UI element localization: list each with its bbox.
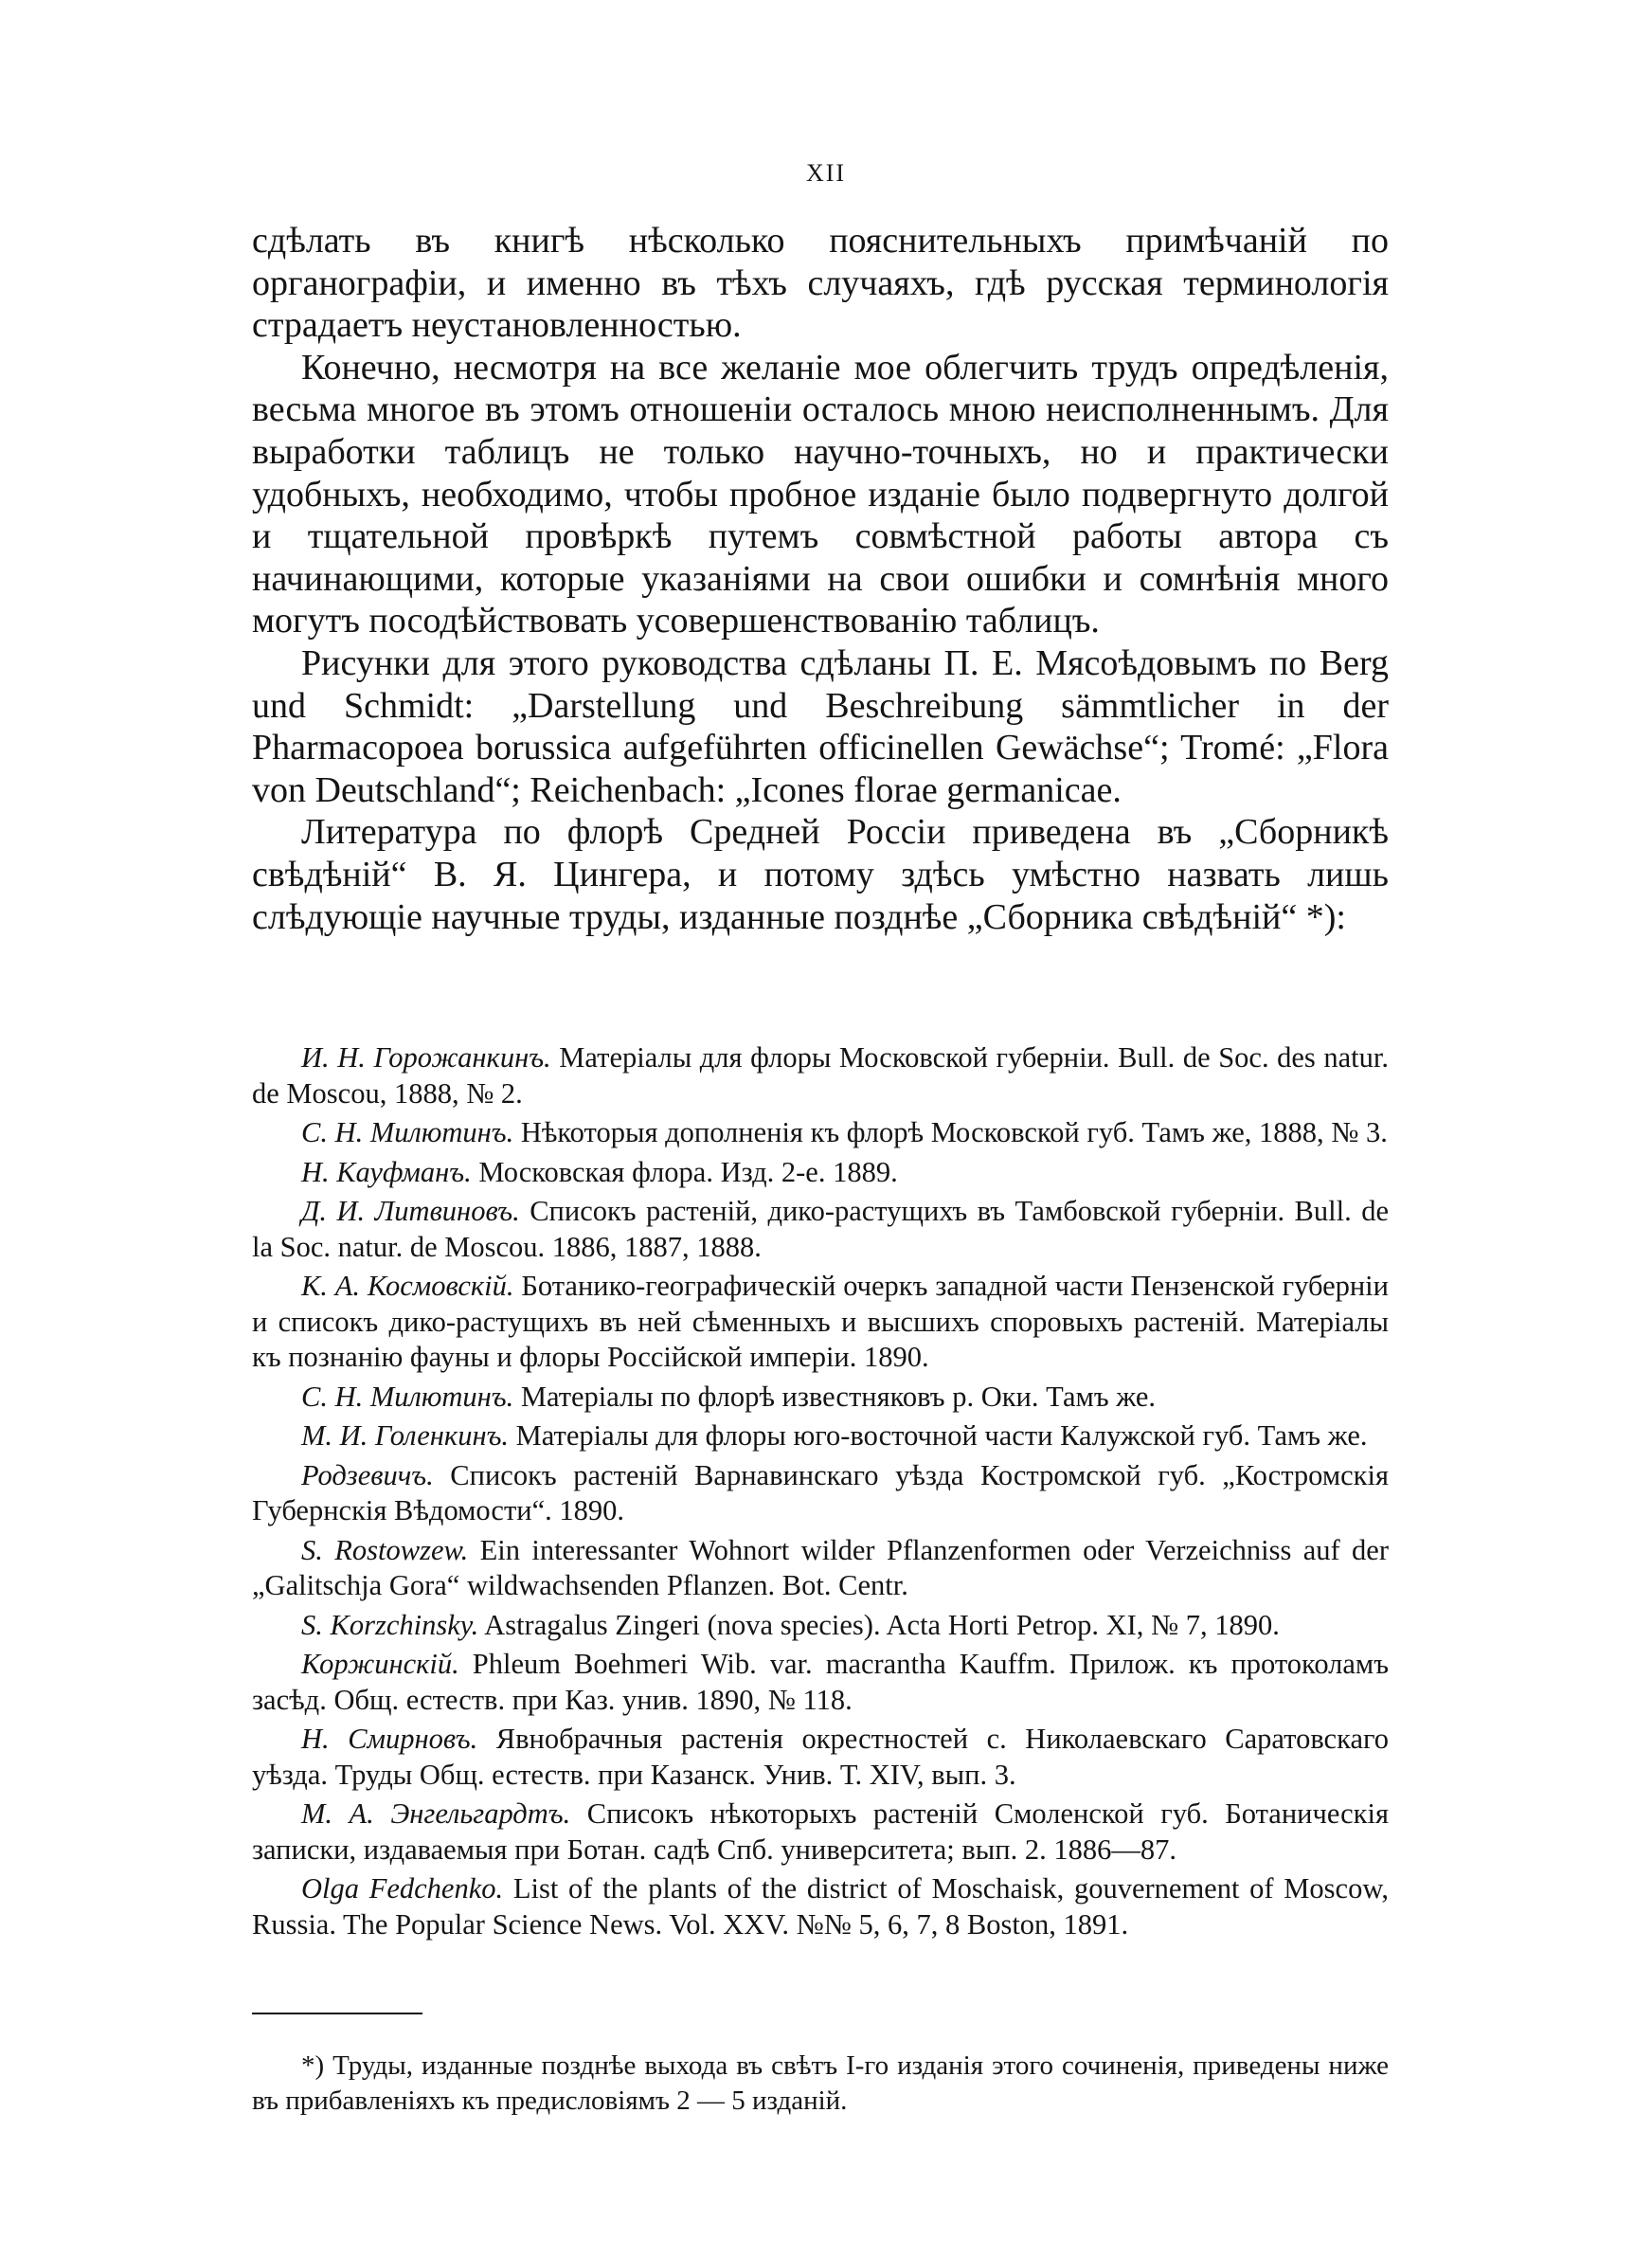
reference-text: Phleum Boehmeri Wib. var. macrantha Kauffm. Прилож. къ протоколамъ засѣд. Общ. естеств. при Каз. унив. 1890, № 118. [252, 1648, 1389, 1716]
reference-item [252, 1871, 1389, 1942]
paragraph: Литература по флорѣ Средней Россіи приведена въ „Сборникѣ свѣдѣній“ В. Я. Цингера, и потому здѣсь умѣстно назвать лишь слѣдующіе научные труды, изданные позднѣе „Сборника свѣдѣній“ *): [252, 812, 1389, 937]
reference-author: Н. Смирновъ. [301, 1723, 478, 1755]
reference-author: Н. Кауфманъ. [301, 1155, 472, 1188]
reference-text: Astragalus Zingeri (nova species). Acta Horti Petrop. XI, № 7, 1890. [478, 1608, 1280, 1641]
main-text [252, 220, 1389, 938]
reference-author: Родзевичъ. [301, 1458, 434, 1491]
reference-text: Московская флора. Изд. 2-е. 1889. [471, 1155, 898, 1188]
reference-author: М. И. Голенкинъ. [301, 1419, 510, 1452]
reference-list [252, 1040, 1389, 1946]
footnote-divider [252, 2013, 422, 2014]
paragraph: сдѣлать въ книгѣ нѣсколько пояснительныхъ примѣчаній по органографіи, и именно въ тѣхъ случаяхъ, гдѣ русская терминологія страдаетъ неустановленностью. [252, 221, 1389, 346]
reference-author: Д. И. Литвиновъ. [301, 1195, 520, 1227]
reference-text: Явнобрачныя растенія окрестностей с. Николаевскаго Саратовскаго уѣзда. Труды Общ. естеств. при Казанск. Унив. Т. XIV, вып. 3. [252, 1723, 1389, 1791]
page-number: XII [805, 159, 847, 187]
reference-item [252, 1418, 1389, 1454]
reference-text: Ботанико-географическій очеркъ западной части Пензенской губерніи и списокъ дико-растущихъ въ ней сѣменныхъ и высшихъ споровыхъ растеній. Матеріалы къ познанію фауны и флоры Россійской имперіи. 1890. [252, 1270, 1389, 1373]
reference-text: Нѣкоторыя дополненія къ флорѣ Московской губ. Тамъ же, 1888, № 3. [513, 1116, 1388, 1148]
reference-author: Olga Fedchenko. [301, 1872, 504, 1905]
reference-text: Списокъ растеній, дико-растущихъ въ Тамбовской губерніи. Bull. de la Soc. natur. de Moscou. 1886, 1887, 1888. [252, 1195, 1389, 1263]
footnote: *) Труды, изданные позднѣе выхода въ свѣтъ I-го изданія этого сочиненія, приведены ниже въ прибавленіяхъ къ предисловіямъ 2 — 5 изданій. [252, 2050, 1389, 2116]
reference-item [252, 1458, 1389, 1529]
reference-author: С. Н. Милютинъ. [301, 1380, 514, 1413]
reference-item [252, 1797, 1389, 1868]
reference-text: Списокъ растеній Варнавинскаго уѣзда Костромской губ. „Костромскія Губернскія Вѣдомости“. 1890. [252, 1458, 1389, 1526]
reference-text: Матеріалы для флоры юго-восточной части Калужской губ. Тамъ же. [509, 1419, 1368, 1452]
reference-text: Матеріалы по флорѣ известняковъ р. Оки. Тамъ же. [513, 1380, 1157, 1413]
reference-item [252, 1155, 1389, 1191]
reference-item [252, 1269, 1389, 1376]
reference-item [252, 1380, 1389, 1416]
reference-author: S. Rostowzew. [301, 1533, 469, 1566]
reference-author: Коржинскій. [301, 1648, 459, 1680]
reference-item [252, 1647, 1389, 1718]
reference-text: Ein interessanter Wohnort wilder Pflanzenformen oder Verzeichniss auf der „Galitschja Gora“ wildwachsenden Pflanzen. Bot. Centr. [252, 1533, 1389, 1601]
reference-author: С. Н. Милютинъ. [301, 1116, 514, 1148]
reference-author: S. Korzchinsky. [301, 1608, 479, 1641]
reference-item [252, 1533, 1389, 1604]
reference-item [252, 1194, 1389, 1265]
paragraph: Рисунки для этого руководства сдѣланы П. Е. Мясоѣдовымъ по Berg und Schmidt: „Darstellung und Beschreibung sämmtlicher in der Pharmacopoea borussica aufgeführten officinellen Gewächse“; Tromé: „Flora von Deutschland“; Reichenbach: „Icones florae germanicae. [252, 642, 1389, 810]
reference-item [252, 1040, 1389, 1111]
reference-author: И. Н. Горожанкинъ. [301, 1041, 551, 1074]
reference-text: List of the plants of the district of Moschaisk, gouvernement of Moscow, Russia. The Popular Science News. Vol. XXV. №№ 5, 6, 7, 8 Boston, 1891. [252, 1872, 1390, 1941]
reference-text: Матеріалы для флоры Московской губерніи. Bull. de Soc. des natur. de Moscou, 1888, № 2. [252, 1041, 1389, 1110]
reference-text: Списокъ нѣкоторыхъ растеній Смоленской губ. Ботаническія записки, издаваемыя при Ботан. садѣ Спб. университета; вып. 2. 1886—87. [252, 1797, 1389, 1866]
reference-item [252, 1115, 1389, 1151]
reference-author: К. А. Космовскій. [301, 1270, 514, 1302]
paragraph: Конечно, несмотря на все желаніе мое облегчить трудъ опредѣленія, весьма многое въ этомъ отношеніи осталось мною неисполненнымъ. Для выработки таблицъ не только научно-точныхъ, но и практически удобныхъ, необходимо, чтобы пробное изданіе было подвергнуто долгой и тщательной провѣркѣ путемъ совмѣстной работы автора съ начинающими, которые указаніями на свои ошибки и сомнѣнія много могутъ посодѣйствовать усовершенствованію таблицъ. [252, 347, 1389, 641]
reference-author: М. А. Энгельгардтъ. [301, 1797, 571, 1830]
reference-item [252, 1608, 1389, 1644]
reference-item [252, 1722, 1389, 1793]
